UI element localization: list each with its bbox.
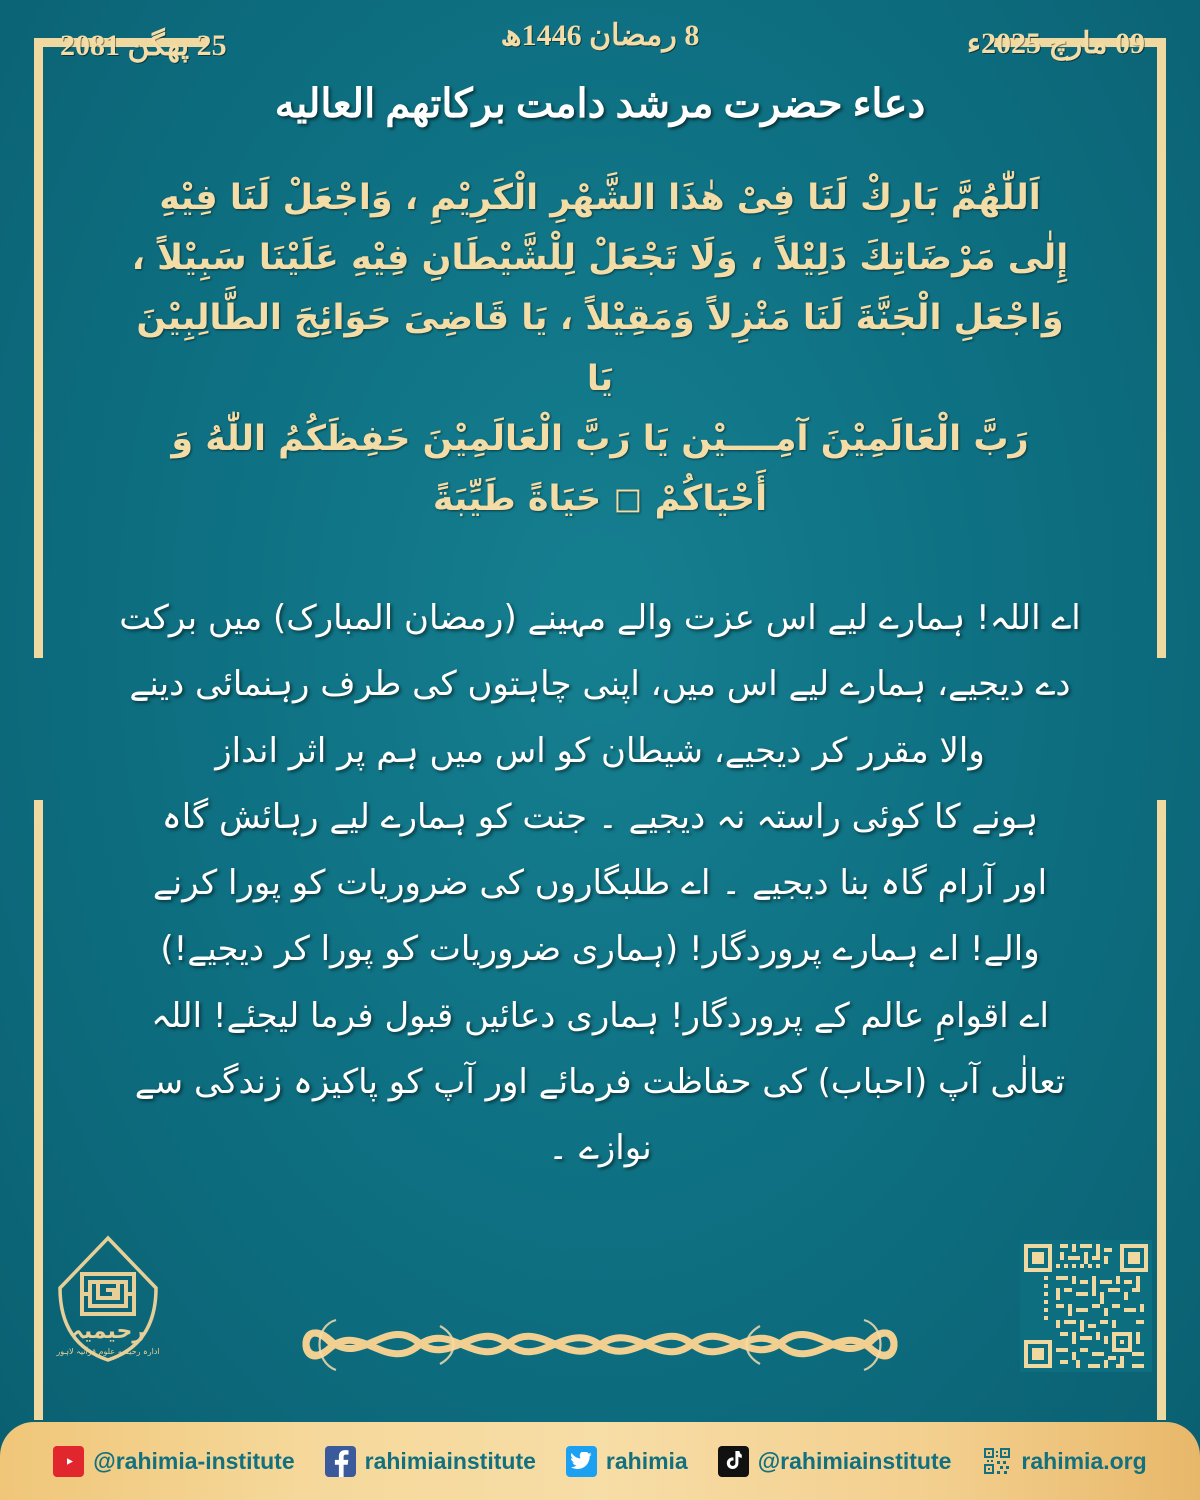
urdu-line: اے اقوامِ عالم کے پروردگار! ہماری دعائیں قبول فرما لیجئے! اللہ	[151, 995, 1049, 1036]
social-link-twitter[interactable]	[566, 1446, 688, 1477]
urdu-line: اور آرام گاہ بنا دیجیے ۔ اے طلبگاروں کی ضروریات کو پورا کرنے	[152, 863, 1048, 904]
urdu-line: والے! اے ہمارے پروردگار! (ہماری ضروریات کو پورا کر دیجیے!)	[160, 929, 1040, 970]
frame-right-segment-upper	[1157, 228, 1166, 658]
date-gregorian: 09 مارچ 2025ء	[966, 27, 1145, 60]
arabic-line: رَبَّ الْعَالَمِيْنَ آمِــــيْن يَا رَبَّ الْعَالَمِيْنَ حَفِظَكُمُ اللّٰهُ وَ	[171, 418, 1029, 459]
logo-subtitle: ادارہ رحیمیہ علومِ قرآنیہ لاہور	[56, 1347, 160, 1356]
urdu-translation-text	[110, 585, 1090, 1182]
date-bikrami: 25 پھگن 2081	[60, 29, 227, 62]
date-hijri: 8 رمضان 1446ھ	[500, 19, 700, 52]
decorative-flourish-icon	[290, 1290, 910, 1395]
frame-left-segment-upper	[34, 228, 43, 658]
social-link-facebook[interactable]	[325, 1446, 536, 1477]
frame-left-segment-lower	[34, 800, 43, 1420]
tiktok-handle: @rahimiainstitute	[757, 1447, 952, 1474]
urdu-line: ہونے کا کوئی راستہ نہ دیجیے ۔ جنت کو ہمارے لیے رہائش گاہ	[161, 796, 1039, 837]
urdu-line: نوازے ۔	[548, 1128, 652, 1169]
social-footer	[0, 1422, 1200, 1500]
qr-code[interactable]	[1020, 1240, 1152, 1372]
social-link-website[interactable]	[981, 1446, 1146, 1477]
arabic-dua-text	[130, 168, 1070, 529]
qr-code-icon	[1020, 1240, 1152, 1372]
social-link-youtube[interactable]	[53, 1446, 294, 1477]
urdu-line: اے اللہ! ہمارے لیے اس عزت والے مہینے (رمضان المبارک) میں برکت	[119, 598, 1081, 638]
urdu-line: والا مقرر کر دیجیے، شیطان کو اس میں ہم پر اثر انداز	[215, 730, 985, 771]
logo-arch-icon	[48, 1232, 168, 1382]
facebook-handle: rahimiainstitute	[364, 1447, 536, 1474]
website-handle: rahimia.org	[1021, 1447, 1147, 1474]
arabic-line: اَللّٰهُمَّ بَارِكْ لَنَا فِىْ هٰذَا الشَّهْرِ الْكَرِيْمِ ، وَاجْعَلْ لَنَا فِيْهِ	[159, 178, 1041, 218]
twitter-icon	[566, 1446, 597, 1477]
arabic-line: إِلٰى مَرْضَاتِكَ دَلِيْلاً ، وَلَا تَجْعَلْ لِلْشَّيْطَانِ فِيْهِ عَلَيْنَا سَبِيْلاً ،	[131, 238, 1069, 279]
tiktok-icon	[718, 1446, 749, 1477]
page-title: دعاء حضرت مرشد دامت برکاتهم العالیه	[274, 81, 926, 126]
arabic-line: أَحْيَاكُمْ ◻ حَيَاةً طَيِّبَةً	[432, 478, 768, 519]
rahimia-logo	[48, 1232, 168, 1382]
urdu-line: دے دیجیے، ہمارے لیے اس میں، اپنی چاہتوں کی طرف رہنمائی دینے	[129, 664, 1071, 705]
urdu-line: تعالٰی آپ (احباب) کی حفاظت فرمائے اور آپ کو پاکیزہ زندگی سے	[134, 1062, 1066, 1103]
youtube-icon	[53, 1446, 84, 1477]
social-link-tiktok[interactable]	[718, 1446, 952, 1477]
frame-right-segment-lower	[1157, 800, 1166, 1420]
qr-website-icon	[981, 1446, 1012, 1477]
logo-name: رحیمیہ	[70, 1319, 146, 1344]
twitter-handle: rahimia	[605, 1447, 688, 1474]
arabic-line: وَاجْعَلِ الْجَنَّةَ لَنَا مَنْزِلاً وَمَقِيْلاً ، يَا قَاضِىَ حَوَائِجَ الطَّالِبِيْنَ يَا	[136, 298, 1064, 399]
youtube-handle: @rahimia-institute	[93, 1447, 295, 1474]
facebook-icon	[325, 1446, 356, 1477]
